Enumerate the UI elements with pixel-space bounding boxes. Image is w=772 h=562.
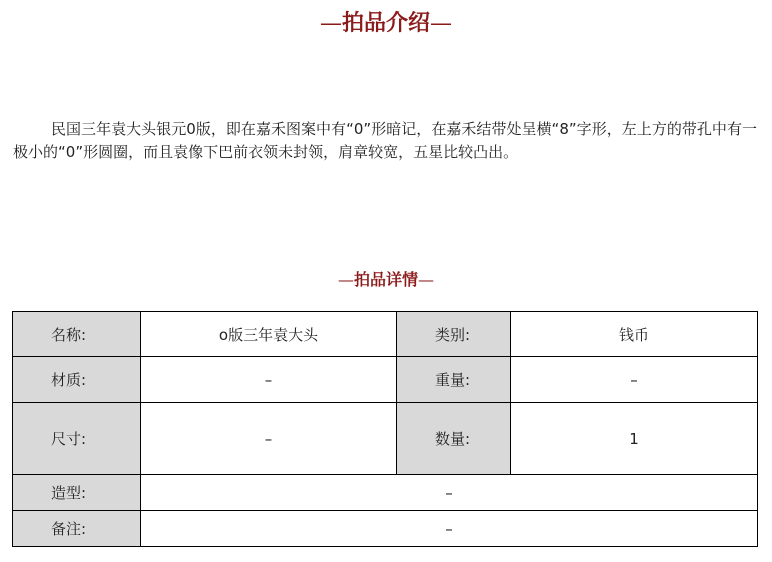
details-title-text: 拍品详情 <box>353 270 418 289</box>
details-table <box>12 311 758 547</box>
title-right-dash: — <box>430 11 452 36</box>
weight-label: 重量: <box>397 357 511 403</box>
table-row <box>13 511 758 547</box>
shape-label: 造型: <box>13 475 141 511</box>
table-row <box>13 403 758 475</box>
size-value: – <box>141 403 397 475</box>
table-row <box>13 312 758 357</box>
name-label: 名称: <box>13 312 141 357</box>
name-value: o版三年袁大头 <box>141 312 397 357</box>
weight-value: – <box>511 357 758 403</box>
shape-value: – <box>141 475 758 511</box>
size-label: 尺寸: <box>13 403 141 475</box>
intro-section-title <box>0 8 772 39</box>
table-row <box>13 357 758 403</box>
notes-label: 备注: <box>13 511 141 547</box>
title-left-dash: — <box>337 270 354 289</box>
intro-description: 民国三年袁大头银元0版，即在嘉禾图案中有“0”形暗记，在嘉禾结带处呈横“8”字形，左上方的带孔中有一极小的“0”形圆圈，而且袁像下巴前衣领未封领，肩章较宽，五星比较凸出。 <box>13 120 757 161</box>
material-label: 材质: <box>13 357 141 403</box>
table-row <box>13 475 758 511</box>
category-value: 钱币 <box>511 312 758 357</box>
material-value: – <box>141 357 397 403</box>
title-left-dash: — <box>319 11 342 36</box>
category-label: 类别: <box>397 312 511 357</box>
quantity-value: 1 <box>511 403 758 475</box>
notes-value: – <box>141 511 758 547</box>
intro-title-text: 拍品介绍 <box>341 10 430 36</box>
title-right-dash: — <box>418 270 434 289</box>
details-section-title <box>0 268 772 292</box>
quantity-label: 数量: <box>397 403 511 475</box>
